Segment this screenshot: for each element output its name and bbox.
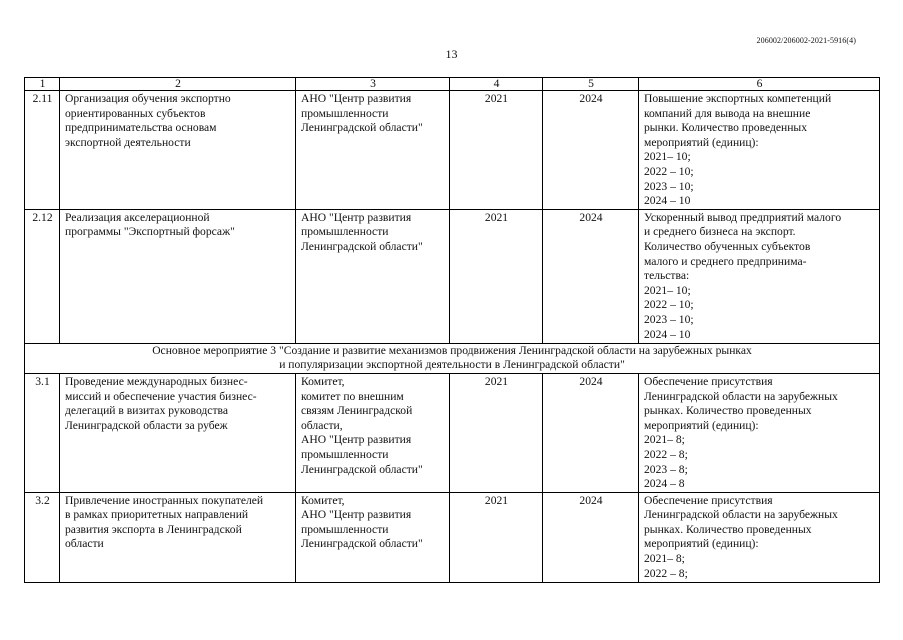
start-year-cell: 2021 bbox=[450, 373, 543, 492]
result-cell: Ускоренный вывод предприятий малого и среднего бизнеса на экспорт. Количество обученных субъектов малого и среднего предпринима- тельства: 2021– 10; 2022 – 10; 2023 – 10; 2024 – 10 bbox=[639, 209, 880, 343]
executor-cell: АНО "Центр развития промышленности Ленинградской области" bbox=[296, 91, 450, 210]
activity-cell: Организация обучения экспортно ориентированных субъектов предпринимательства основам экспортной деятельности bbox=[60, 91, 296, 210]
activity-cell: Проведение международных бизнес- миссий и обеспечение участия бизнес- делегаций в визитах руководства Ленинградской области за рубеж bbox=[60, 373, 296, 492]
end-year-cell: 2024 bbox=[543, 373, 639, 492]
result-cell: Обеспечение присутствия Ленинградской области на зарубежных рынках. Количество проведенных мероприятий (единиц): 2021– 8; 2022 – 8; 2023 – 8; 2024 – 8 bbox=[639, 373, 880, 492]
end-year-cell: 2024 bbox=[543, 91, 639, 210]
table-row-2-12 bbox=[25, 209, 880, 343]
end-year-cell: 2024 bbox=[543, 492, 639, 582]
column-header-5: 5 bbox=[543, 78, 639, 91]
row-number: 3.2 bbox=[25, 492, 60, 582]
table-row-3-1 bbox=[25, 373, 880, 492]
executor-cell: Комитет, комитет по внешним связям Ленинградской области, АНО "Центр развития промышленности Ленинградской области" bbox=[296, 373, 450, 492]
row-number: 2.12 bbox=[25, 209, 60, 343]
column-header-2: 2 bbox=[60, 78, 296, 91]
start-year-cell: 2021 bbox=[450, 91, 543, 210]
program-table bbox=[24, 77, 880, 583]
executor-cell: Комитет, АНО "Центр развития промышленности Ленинградской области" bbox=[296, 492, 450, 582]
table-row-2-11 bbox=[25, 91, 880, 210]
result-cell: Обеспечение присутствия Ленинградской области на зарубежных рынках. Количество проведенных мероприятий (единиц): 2021– 8; 2022 – 8; bbox=[639, 492, 880, 582]
start-year-cell: 2021 bbox=[450, 492, 543, 582]
executor-cell: АНО "Центр развития промышленности Ленинградской области" bbox=[296, 209, 450, 343]
table-header-row bbox=[25, 78, 880, 91]
column-header-3: 3 bbox=[296, 78, 450, 91]
section-title: Основное мероприятие 3 "Создание и развитие механизмов продвижения Ленинградской области на зарубежных рынках и популяризации экспортной деятельности в Ленинградской области" bbox=[25, 343, 880, 373]
document-id: 206002/206002-2021-5916(4) bbox=[756, 36, 856, 45]
activity-cell: Реализация акселерационной программы "Экспортный форсаж" bbox=[60, 209, 296, 343]
start-year-cell: 2021 bbox=[450, 209, 543, 343]
column-header-4: 4 bbox=[450, 78, 543, 91]
column-header-1: 1 bbox=[25, 78, 60, 91]
row-number: 2.11 bbox=[25, 91, 60, 210]
result-cell: Повышение экспортных компетенций компаний для вывода на внешние рынки. Количество проведенных мероприятий (единиц): 2021– 10; 2022 – 10; 2023 – 10; 2024 – 10 bbox=[639, 91, 880, 210]
column-header-6: 6 bbox=[639, 78, 880, 91]
section-heading-row bbox=[25, 343, 880, 373]
row-number: 3.1 bbox=[25, 373, 60, 492]
page-number: 13 bbox=[445, 47, 458, 61]
activity-cell: Привлечение иностранных покупателей в рамках приоритетных направлений развития экспорта в Ленинградской области bbox=[60, 492, 296, 582]
table-row-3-2 bbox=[25, 492, 880, 582]
end-year-cell: 2024 bbox=[543, 209, 639, 343]
